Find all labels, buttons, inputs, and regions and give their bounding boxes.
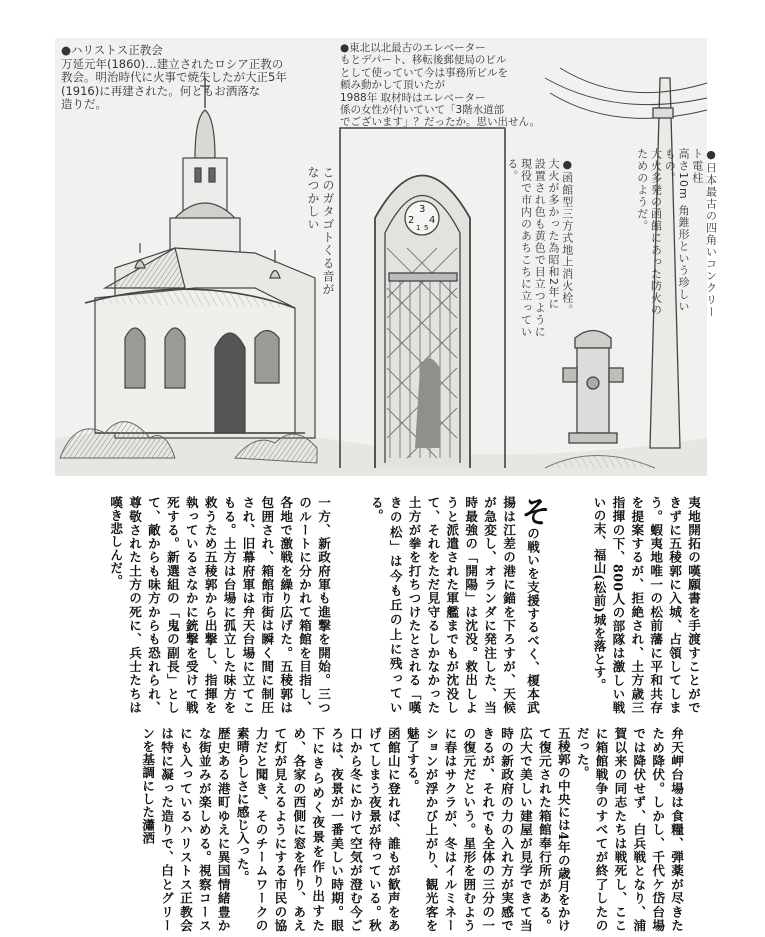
article-col-2-paragraph <box>366 496 550 714</box>
article-col-3 <box>52 496 332 714</box>
elevator-caption: ●東北以北最古のエレベーター もとデパート、移転後郵便局のビル として使っていて今は事務所ビルを 頼み動かして頂いたが 1988年 取材時はエレベーター 係の女性が付いていて「3階水道部 でございます」？だったか。思い出せん。 <box>340 42 541 129</box>
article-col-1 <box>552 496 702 714</box>
article-col-4 <box>52 727 704 932</box>
sketch-illustration <box>55 38 718 476</box>
drop-cap: そ <box>515 496 550 527</box>
svg-text:5: 5 <box>424 224 429 232</box>
church-caption: ●ハリストス正教会 万延元年(1860)…建立されたロシア正教の 教会。明治時代に火事で焼失したが大正5年 (1916)に再建された。何ともお洒落な 造りだ。 <box>61 43 287 112</box>
svg-text:1: 1 <box>416 224 421 232</box>
article-col-2 <box>335 496 550 714</box>
church-drawing <box>85 78 315 438</box>
svg-text:2: 2 <box>408 215 415 226</box>
article-col-2-text: の戦いを支援するべく、榎本武揚は江差の港に錨を下ろすが、天候が急変し、オランダに発注した、当時最強の「開陽」は沈没。救出しようと派遣された軍艦までもが沈没して、それをただ見守るしかなかった土方が拳を打ちつけたとされる「嘆きの松」は今も丘の上に残っている。 <box>368 496 540 714</box>
elevator-sound-caption: このガタゴトくる音が なつかしい <box>306 166 335 296</box>
svg-text:4: 4 <box>429 215 436 226</box>
pole-caption: ●日本最古の四角いコンクリート電柱 高さ10m 角錐形という珍しいもの。 大火多発の函館にあった防火のためのようだ。 <box>635 148 718 318</box>
fire-hydrant-drawing <box>563 331 623 444</box>
article-col-4-text: 弁天岬台場は食糧、弾薬が尽きたため降伏。しかし、千代ケ岱台場では降伏せず、白兵戦となり、浦賀以来の同志たちは戦死し、ここに箱館戦争のすべてが終了したのだった。 五稜郭の中央には4年の歳月をかけて復元された箱館奉行所がある。広大で美しい建屋が見学できて当時の新政府の力の入れ方が実感できるが、それでも全体の三分の一の復元だという。星形を囲むように春はサクラが、冬はイルミネーションが浮かび上がり、観光客を魅了する。 函館山に登れば、誰もが歓声をあげてしまう夜景が待っている。秋口から冬にかけて空気が澄む今ごろは、夜景が一番美しい時期。眼下にきらめく夜景を作り出すため、各家の西側に窓を作り、あえて灯が見えるようにする市民の協力だと聞き、そのチームワークの素晴らしさに感じ入った。 歴史ある港町ゆえに異国情緒豊かな街並みが楽しめる。視察コースにも入っているハリストス正教会は特に凝った造りで、白とグリーンを基調にした瀟洒 <box>140 727 685 932</box>
article-col-3-text: 一方、新政府軍も進撃を開始。三つのルートに分かれて箱館を目指し、各地で激戦を繰り広げた。五稜郭は包囲され、箱館市街は瞬く間に制圧され、旧幕府軍は弁天台場に立てこもる。土方は台場に孤立した味方を救うため五稜郭から出撃し、指揮を執っているさなかに銃撃を受けて戦死する。新選組の「鬼の副長」として、敵からも味方からも恐れられ、尊敬された土方の死に、兵士たちは嘆き悲しんだ。 <box>108 496 331 714</box>
elevator-drawing <box>340 128 505 468</box>
hydrant-caption: ●函館型三方式地上消火栓。 大火が多かった為昭和2年に 設置され色も黄色で目立つように 現役で市内のあちこちに立っている。 <box>505 158 574 338</box>
article-col-1-text: 夷地開拓の嘆願書を手渡すことができずに五稜郭に入城、占領してしまう。蝦夷地唯一の松前藩に平和共存を提案するが、拒絶され、土方歳三指揮の下、800人の部隊は激しい戦いの末、福山(松前)城を落とす。 <box>591 496 701 714</box>
svg-text:3: 3 <box>419 204 426 215</box>
